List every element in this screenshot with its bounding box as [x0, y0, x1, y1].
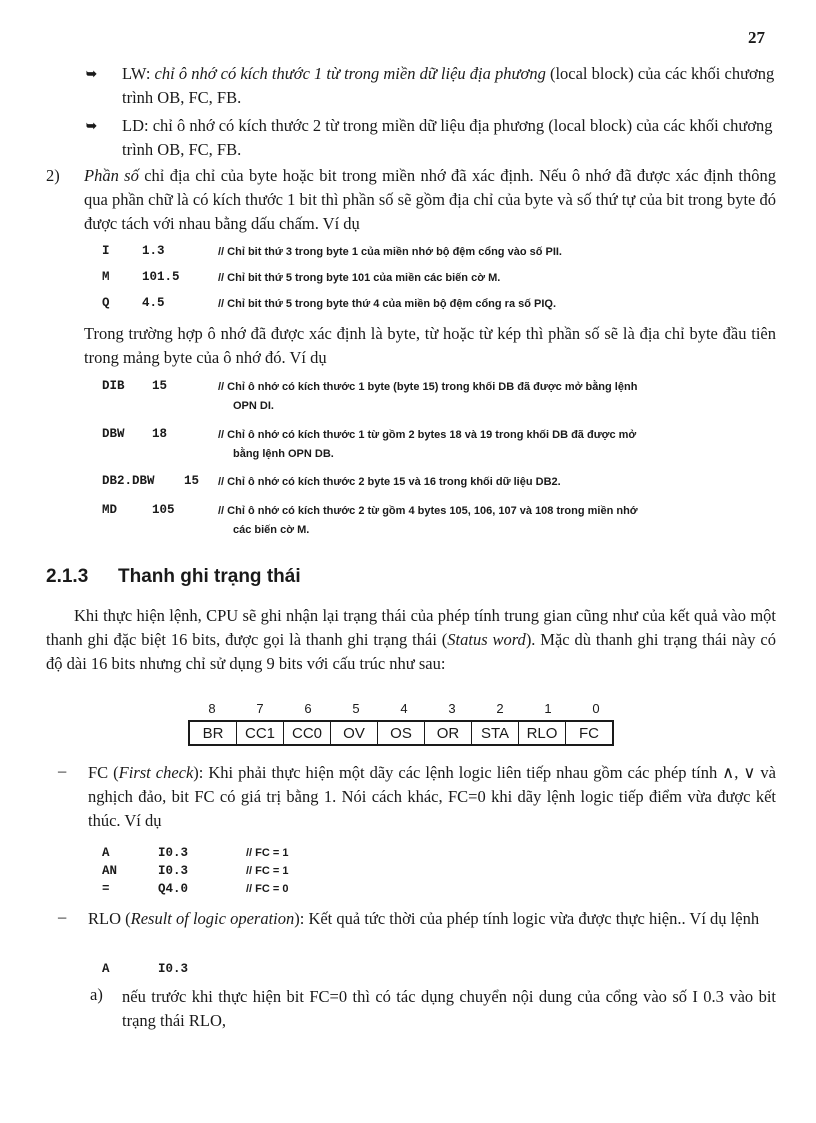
bit-number: 4 [400, 701, 408, 716]
bullet-body: (local block) của các khối chương trình OB, FC, FB. [122, 64, 775, 107]
bullet-lead: LD: [122, 116, 149, 135]
code-op: MD [102, 503, 118, 517]
item-2-text [84, 164, 776, 236]
bullet-ld [86, 114, 776, 162]
section-title-text: Thanh ghi trạng thái [118, 566, 301, 587]
bit-number: 2 [496, 701, 504, 716]
sub-item-label: a) [90, 985, 103, 1004]
code-comment-cont: các biến cờ M. [233, 524, 310, 536]
bit-number: 6 [304, 701, 312, 716]
bullet-ld-text [122, 114, 776, 162]
rlo-italic: Result of logic operation [130, 909, 295, 928]
code-addr: 15 [184, 474, 200, 488]
bit-number: 7 [256, 701, 264, 716]
bit-cell: CC0 [284, 721, 331, 745]
code-op: DBW [102, 427, 125, 441]
code-op: DIB [102, 379, 125, 393]
section-title [46, 566, 301, 588]
code-op: A [102, 962, 110, 976]
code-addr: Q4.0 [158, 882, 189, 896]
bit-number: 5 [352, 701, 360, 716]
item-term: Phần số [84, 166, 139, 185]
status-intro [46, 604, 776, 676]
item-number: 2) [46, 166, 60, 185]
code-comment: // Chỉ ô nhớ có kích thước 1 byte (byte 15) trong khối DB đã được mở bằng lệnh [218, 381, 638, 393]
bit-cell: RLO [519, 721, 566, 745]
code-op: A [102, 846, 110, 860]
bit-cell: OR [425, 721, 472, 745]
code-addr: I0.3 [158, 846, 189, 860]
code-addr: 4.5 [142, 296, 165, 310]
code-comment: // FC = 1 [246, 865, 289, 877]
code-addr: I0.3 [158, 864, 189, 878]
code-op: AN [102, 864, 118, 878]
status-word-row [189, 721, 613, 745]
code-comment: // Chỉ ô nhớ có kích thước 2 byte 15 và 16 trong khối dữ liệu DB2. [218, 476, 561, 488]
code-op: M [102, 270, 110, 284]
dash-bullet: – [58, 907, 67, 926]
rlo-paragraph [88, 907, 776, 931]
bit-cell: BR [189, 721, 237, 745]
fc-lead: FC ( [88, 763, 119, 782]
intro-italic: Status word [447, 630, 526, 649]
bit-cell: OS [378, 721, 425, 745]
rlo-body: ): Kết quả tức thời của phép tính logic vừa được thực hiện.. Ví dụ lệnh [294, 909, 760, 928]
byte-paragraph: Trong trường hợp ô nhớ đã được xác định là byte, từ hoặc từ kép thì phần số sẽ là địa chỉ byte đầu tiên trong mảng byte của ô nhớ đó. Ví dụ [84, 324, 776, 367]
bit-number: 8 [208, 701, 216, 716]
code-addr: 15 [152, 379, 168, 393]
bit-cell: FC [566, 721, 614, 745]
arrow-bullet-icon: ➥ [86, 66, 97, 81]
dash-bullet: – [58, 761, 67, 780]
item-body: chỉ địa chỉ của byte hoặc bit trong miền nhớ đã xác định. Nếu ô nhớ đã được xác định thông qua phần chữ là có kích thước 1 bit thì phần số sẽ gồm địa chỉ của byte và số thứ tự của bit trong byte đó được tách với nhau bằng dấu chấm. Ví dụ [84, 166, 777, 233]
bullet-lead: LW: [122, 64, 151, 83]
code-comment-cont: bằng lệnh OPN DB. [233, 448, 334, 460]
section-number: 2.1.3 [46, 566, 89, 587]
code-comment: // Chỉ ô nhớ có kích thước 1 từ gồm 2 bytes 18 và 19 trong khối DB đã được mở [218, 429, 637, 441]
code-comment-cont: OPN DI. [233, 400, 274, 412]
fc-body: ): Khi phải thực hiện một dãy các lệnh logic liên tiếp nhau gồm các phép tính ∧, ∨ và nghịch đảo, bit FC có giá trị bằng 1. Nói cách khác, FC=0 khi dãy lệnh logic tiếp điểm vừa được kết thúc. Ví dụ [88, 763, 776, 830]
bullet-lw-text [122, 62, 776, 110]
bit-number: 1 [544, 701, 552, 716]
code-comment: // Chỉ bit thứ 5 trong byte 101 của miền các biến cờ M. [218, 272, 501, 284]
bit-cell: STA [472, 721, 519, 745]
status-word-table [188, 720, 614, 746]
item-2 [46, 164, 776, 236]
code-op: DB2.DBW [102, 474, 155, 488]
code-comment: // FC = 1 [246, 847, 289, 859]
bullet-italic-text: chỉ ô nhớ có kích thước 1 từ trong miền dữ liệu địa phương [150, 64, 546, 83]
code-addr: 18 [152, 427, 168, 441]
code-addr: I0.3 [158, 962, 189, 976]
code-comment: // Chỉ bit thứ 5 trong byte thứ 4 của miền bộ đệm cổng ra số PIQ. [218, 298, 557, 310]
intro-text-end: ). Mặc dù thanh ghi trạng thái này có độ dài 16 bits nhưng chỉ sử dụng 9 bits với cấu trúc như sau: [46, 630, 776, 673]
code-op: Q [102, 296, 110, 310]
code-comment: // FC = 0 [246, 883, 289, 895]
intro-text: Khi thực hiện lệnh, CPU sẽ ghi nhận lại trạng thái của phép tính trung gian cũng như của kết quả vào một thanh ghi đặc biệt 16 bits, được gọi là thanh ghi trạng thái ( [46, 606, 776, 649]
bit-number: 0 [592, 701, 600, 716]
bit-cell: OV [331, 721, 378, 745]
bullet-body: chỉ ô nhớ có kích thước 2 từ trong miền dữ liệu địa phương (local block) của các khối chương trình OB, FC, FB. [122, 116, 773, 159]
bit-number: 3 [448, 701, 456, 716]
fc-paragraph [88, 761, 776, 833]
code-addr: 105 [152, 503, 175, 517]
bullet-lw [86, 62, 776, 110]
fc-italic: First check [118, 763, 194, 782]
sub-item-text: nếu trước khi thực hiện bit FC=0 thì có tác dụng chuyển nội dung của cổng vào số I 0.3 vào bit trạng thái RLO, [122, 987, 776, 1030]
code-op: = [102, 882, 110, 896]
code-addr: 101.5 [142, 270, 180, 284]
rlo-lead: RLO ( [88, 909, 131, 928]
code-comment: // Chỉ bit thứ 3 trong byte 1 của miền nhớ bộ đệm cổng vào số PII. [218, 246, 562, 258]
bit-cell: CC1 [237, 721, 284, 745]
code-op: I [102, 244, 110, 258]
page-number: 27 [748, 28, 765, 47]
code-comment: // Chỉ ô nhớ có kích thước 2 từ gồm 4 bytes 105, 106, 107 và 108 trong miền nhớ [218, 505, 638, 517]
code-addr: 1.3 [142, 244, 165, 258]
arrow-bullet-icon: ➥ [86, 118, 97, 133]
